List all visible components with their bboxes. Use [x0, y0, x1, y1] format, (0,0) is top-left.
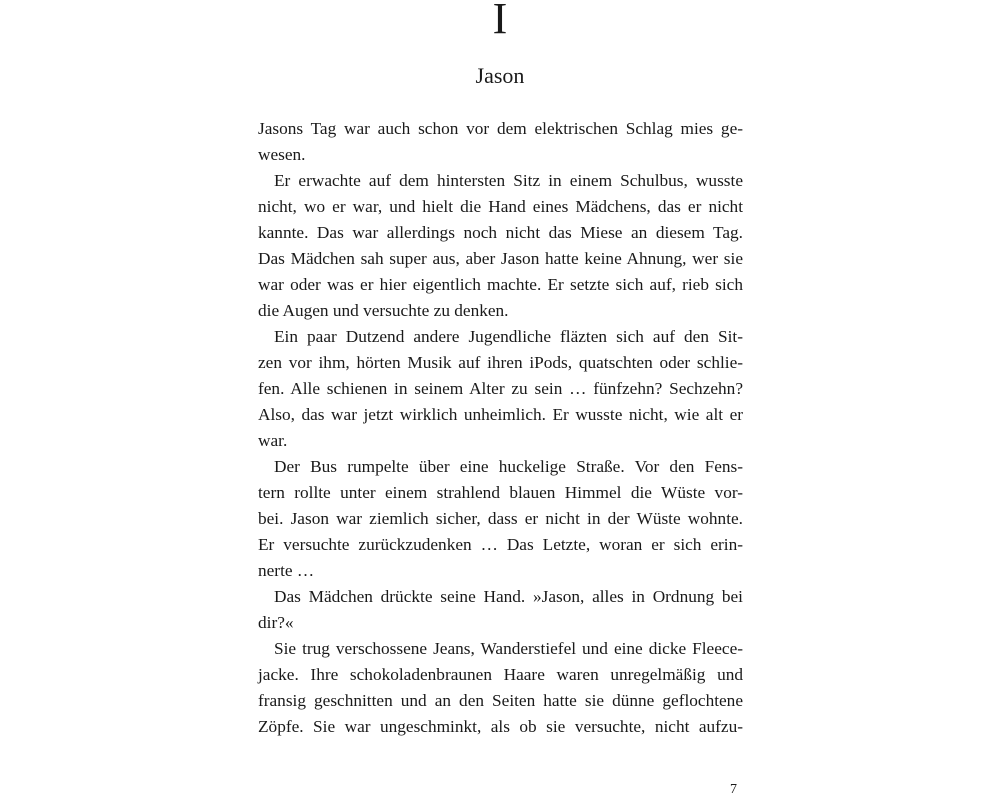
text-line: bei. Jason war ziemlich sicher, dass er nicht in der Wüste wohnte.	[258, 509, 743, 528]
text-line: nicht, wo er war, und hielt die Hand eines Mädchens, das er nicht	[258, 197, 743, 216]
text-line: die Augen und versuchte zu denken.	[258, 301, 509, 320]
chapter-number: I	[492, 0, 508, 43]
text-line: fen. Alle schienen in seinem Alter zu sein … fünfzehn? Sechzehn?	[258, 379, 743, 398]
text-line: tern rollte unter einem strahlend blauen Himmel die Wüste vor-	[258, 483, 743, 502]
text-line: dir?«	[258, 613, 294, 632]
text-line: Das Mädchen sah super aus, aber Jason hatte keine Ahnung, wer sie	[258, 249, 743, 268]
page-number: 7	[730, 782, 737, 797]
chapter-body-text	[258, 116, 743, 740]
text-line: Sie trug verschossene Jeans, Wanderstiefel und eine dicke Fleece-	[274, 639, 743, 658]
chapter-title: Jason	[475, 63, 525, 88]
text-line: war oder was er hier eigentlich machte. Er setzte sich auf, rieb sich	[258, 275, 743, 294]
text-line: Jasons Tag war auch schon vor dem elektrischen Schlag mies ge-	[258, 119, 743, 138]
text-line: Zöpfe. Sie war ungeschminkt, als ob sie versuchte, nicht aufzu-	[258, 717, 743, 736]
text-line: Er erwachte auf dem hintersten Sitz in einem Schulbus, wusste	[274, 171, 743, 190]
text-line: fransig geschnitten und an den Seiten hatte sie dünne geflochtene	[258, 691, 743, 710]
text-line: Das Mädchen drückte seine Hand. »Jason, alles in Ordnung bei	[274, 587, 743, 606]
text-line: nerte …	[258, 561, 315, 580]
text-line: Also, das war jetzt wirklich unheimlich. Er wusste nicht, wie alt er	[258, 405, 743, 424]
text-line: war.	[258, 431, 288, 450]
text-line: kannte. Das war allerdings noch nicht das Miese an diesem Tag.	[258, 223, 743, 242]
text-line: zen vor ihm, hörten Musik auf ihren iPods, quatschten oder schlie-	[258, 353, 743, 372]
text-line: Der Bus rumpelte über eine huckelige Straße. Vor den Fens-	[274, 457, 743, 476]
text-line: wesen.	[258, 145, 306, 164]
text-line: Ein paar Dutzend andere Jugendliche fläzten sich auf den Sit-	[274, 327, 743, 346]
text-line: Er versuchte zurückzudenken … Das Letzte, woran er sich erin-	[258, 535, 743, 554]
text-line: jacke. Ihre schokoladenbraunen Haare waren unregelmäßig und	[258, 665, 743, 684]
